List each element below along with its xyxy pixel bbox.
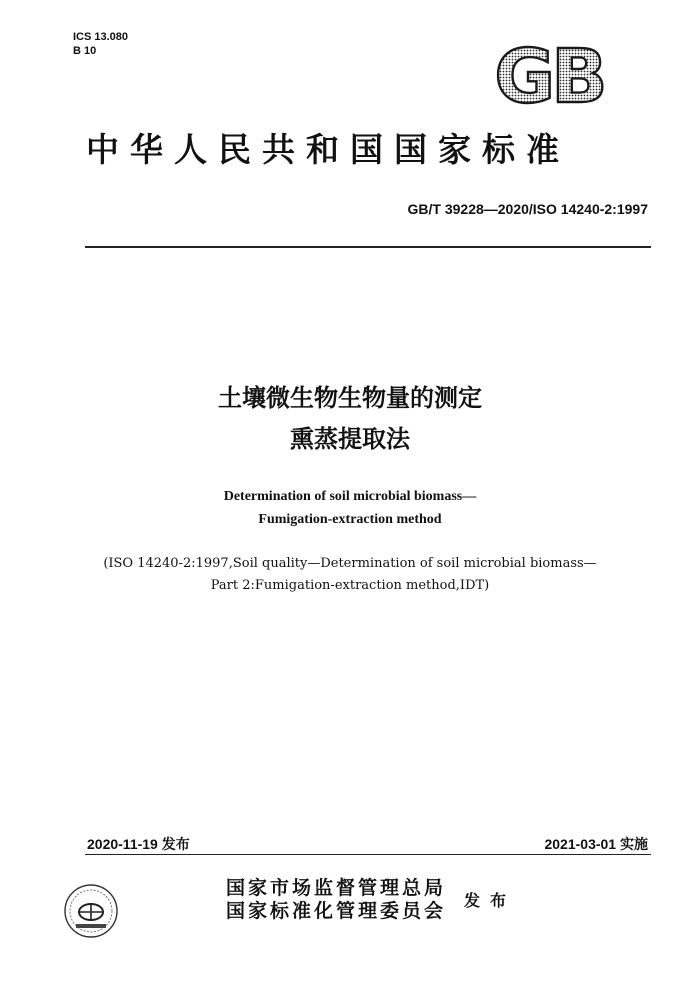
english-title-line-2: Fumigation-extraction method — [258, 512, 442, 527]
issuer-line-2: 国家标准化管理委员会 — [226, 900, 447, 922]
gb-logo — [478, 40, 620, 110]
classification-codes — [73, 30, 128, 58]
bottom-divider — [85, 854, 651, 855]
top-divider — [85, 246, 651, 248]
iso-reference-line-2: Part 2:Fumigation-extraction method,IDT) — [210, 578, 490, 593]
chinese-title-line-2: 熏蒸提取法 — [290, 425, 410, 453]
ccs-code: B 10 — [73, 45, 97, 57]
chinese-title-line-1: 土壤微生物生物量的测定 — [218, 384, 482, 412]
implementation-date: 2021-03-01 实施 — [544, 836, 648, 852]
issuer-line-1: 国家市场监督管理总局 — [226, 877, 447, 899]
issuer-seal-icon — [62, 882, 120, 940]
ics-code: ICS 13.080 — [73, 31, 129, 43]
national-standard-title: 中华人民共和国国家标准 — [86, 130, 570, 169]
issue-date: 2020-11-19 发布 — [87, 836, 190, 852]
publish-label: 发布 — [464, 891, 517, 910]
gb-logo-text: GB — [494, 40, 604, 110]
iso-reference-line-1: (ISO 14240-2:1997,Soil quality—Determination of soil microbial biomass— — [103, 556, 597, 571]
standard-code: GB/T 39228—2020/ISO 14240-2:1997 — [407, 201, 648, 217]
english-title-line-1: Determination of soil microbial biomass— — [223, 489, 477, 504]
